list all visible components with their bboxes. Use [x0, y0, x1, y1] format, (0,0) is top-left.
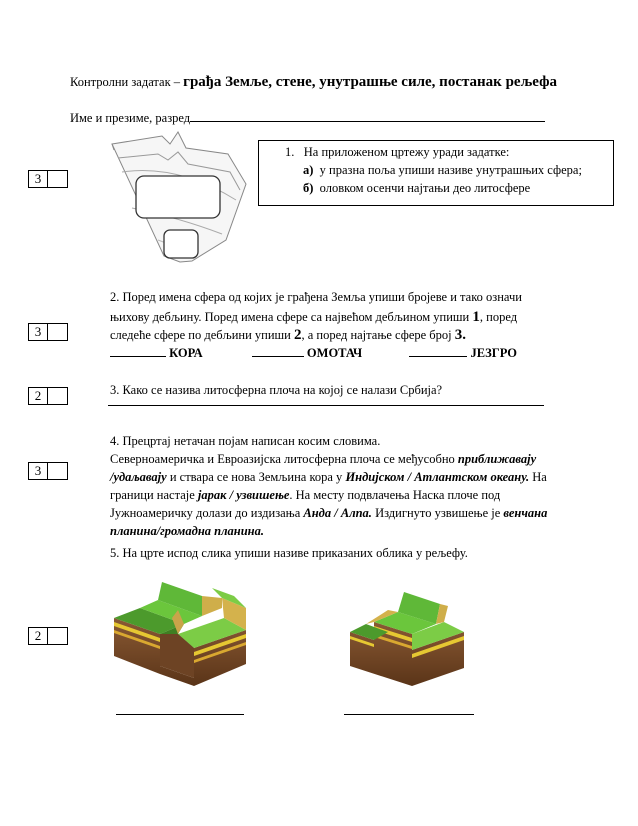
- task1-line: 1. На приложеном цртежу уради задатке:: [285, 145, 510, 159]
- task1-a: а) у празна поља упиши називе унутрашњих сфера;: [303, 163, 582, 177]
- relief-horst-image: [348, 582, 466, 688]
- task5-question: 5. На црте испод слика упиши називе приказаних облика у рељефу.: [110, 546, 468, 560]
- name-line: Име и презиме, разред: [70, 109, 545, 126]
- page-title: Контролни задатак – грађа Земље, стене, унутрашње силе, постанак рељефа: [70, 74, 557, 90]
- task3-answer-line[interactable]: [108, 405, 544, 406]
- answer-box-mantle[interactable]: [136, 176, 220, 218]
- task4-line2: Северноамеричка и Евроазијска литосферна плоча се међусобно приближавају: [110, 452, 537, 466]
- name-field[interactable]: [190, 109, 545, 122]
- score-box-5: 2: [28, 627, 68, 645]
- task2-line1: 2. Поред имена сфера од којих је грађена Земља упиши бројеве и тако означи: [110, 290, 522, 304]
- relief1-answer-line[interactable]: [116, 714, 244, 715]
- score-box-1: 3: [28, 170, 68, 188]
- score-box-3: 2: [28, 387, 68, 405]
- earth-cross-section-drawing: [108, 130, 252, 264]
- task4-line3: /удаљавају и ствара се нова Земљина кора у Индијском / Атлантском океану. На: [110, 470, 547, 484]
- task1-box: [258, 140, 614, 206]
- relief2-answer-line[interactable]: [344, 714, 474, 715]
- answer-box-core[interactable]: [164, 230, 198, 258]
- task2-spheres: КОРА ОМОТАЧ ЈЕЗГРО: [110, 345, 517, 361]
- task4-line5: Јужноамеричку долази до издизања Анда / Алпа. Издигнуто узвишење је венчана: [110, 506, 548, 520]
- relief-graben-image: [112, 578, 258, 688]
- task2-line2: њихову дебљину. Поред имена сфере са највећом дебљином упиши 1, поред: [110, 309, 518, 325]
- blank-crust[interactable]: [110, 345, 166, 357]
- score-box-2: 3: [28, 323, 68, 341]
- task4-line4: граници настаје јарак / узвишење. На месту подвлачења Наска плоче под: [110, 488, 501, 502]
- task3-question: 3. Како се назива литосферна плоча на којој се налази Србија?: [110, 383, 443, 397]
- task2-line3: следеће сфере по дебљини упиши 2, а поред најтање сфере број 3.: [110, 327, 467, 343]
- task1-b: б) оловком осенчи најтањи део литосфере: [303, 181, 531, 195]
- task4-line1: 4. Прецртај нетачан појам написан косим словима.: [110, 434, 381, 448]
- blank-mantle[interactable]: [252, 345, 304, 357]
- blank-core[interactable]: [409, 345, 467, 357]
- task4-line6: планина/громадна планина.: [110, 524, 264, 538]
- score-box-4: 3: [28, 462, 68, 480]
